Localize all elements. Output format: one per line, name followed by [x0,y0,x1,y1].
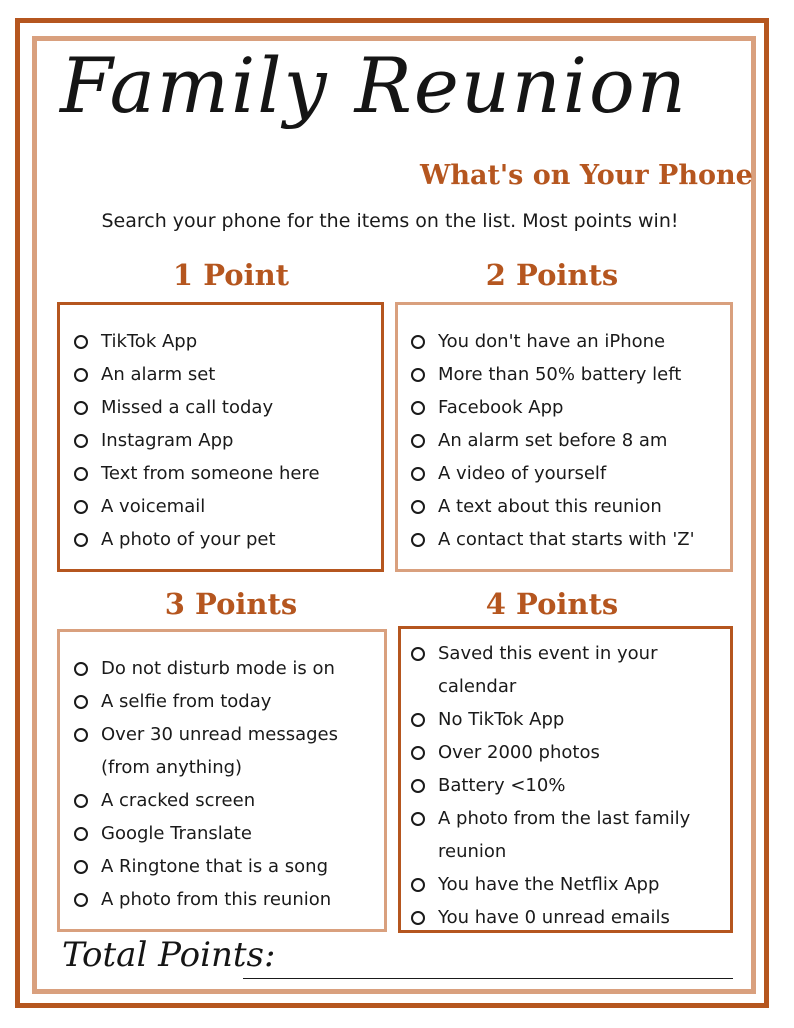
item-label: Battery <10% [438,775,566,796]
checkbox-circle-icon[interactable] [74,533,88,547]
item-label: You have 0 unread emails [438,907,670,928]
item-label: A photo of your pet [101,529,276,550]
section-box-2-points [395,302,733,572]
checklist-item[interactable] [411,358,720,391]
checkbox-circle-icon[interactable] [411,434,425,448]
item-label: You have the Netflix App [438,874,660,895]
checklist-item[interactable] [411,802,720,868]
checkbox-circle-icon[interactable] [74,662,88,676]
checklist-item[interactable] [411,523,720,556]
checklist-item[interactable] [74,850,374,883]
checklist-item[interactable] [74,523,371,556]
item-label: A selfie from today [101,691,272,712]
checklist-item[interactable] [74,424,371,457]
section-heading-1-point: 1 Point [172,258,290,292]
checkbox-circle-icon[interactable] [411,335,425,349]
checklist-item[interactable] [74,457,371,490]
checklist-item[interactable] [411,457,720,490]
checklist-item[interactable] [411,424,720,457]
section-box-4-points [398,626,733,933]
item-label: More than 50% battery left [438,364,682,385]
checklist-item[interactable] [411,637,720,703]
checkbox-circle-icon[interactable] [74,827,88,841]
checkbox-circle-icon[interactable] [411,878,425,892]
checkbox-circle-icon[interactable] [74,335,88,349]
item-label: Missed a call today [101,397,274,418]
checkbox-circle-icon[interactable] [411,467,425,481]
checklist-item[interactable] [411,901,720,934]
checkbox-circle-icon[interactable] [74,893,88,907]
checkbox-circle-icon[interactable] [74,434,88,448]
checkbox-circle-icon[interactable] [74,860,88,874]
checklist-item[interactable] [74,718,374,784]
checklist-item[interactable] [411,868,720,901]
checklist-item[interactable] [411,490,720,523]
checkbox-circle-icon[interactable] [411,368,425,382]
item-label: A video of yourself [438,463,607,484]
checklist-item[interactable] [411,325,720,358]
item-label: A text about this reunion [438,496,662,517]
checklist-item[interactable] [74,685,374,718]
checkbox-circle-icon[interactable] [411,812,425,826]
instructions-text: Search your phone for the items on the list. Most points win! [101,210,679,232]
item-label: An alarm set before 8 am [438,430,668,451]
checkbox-circle-icon[interactable] [74,728,88,742]
section-heading-3-points: 3 Points [164,587,298,621]
section-heading-2-points: 2 Points [485,258,619,292]
checklist-item[interactable] [74,817,374,850]
page-title: Family Reunion [60,41,688,130]
section-box-1-point [57,302,384,572]
checkbox-circle-icon[interactable] [74,368,88,382]
item-label: An alarm set [101,364,216,385]
item-label: A photo from the last family reunion [438,808,691,862]
checklist-item[interactable] [74,358,371,391]
checkbox-circle-icon[interactable] [411,746,425,760]
checkbox-circle-icon[interactable] [411,647,425,661]
item-label: No TikTok App [438,709,565,730]
item-label: You don't have an iPhone [438,331,666,352]
section-box-3-points [57,629,387,932]
checkbox-circle-icon[interactable] [74,401,88,415]
checkbox-circle-icon[interactable] [411,779,425,793]
checklist-item[interactable] [74,391,371,424]
checklist-item[interactable] [411,391,720,424]
checklist-item[interactable] [74,652,374,685]
item-label: Google Translate [101,823,252,844]
checklist-item[interactable] [411,769,720,802]
checkbox-circle-icon[interactable] [411,401,425,415]
page-subtitle: What's on Your Phone [420,160,753,191]
item-label: A cracked screen [101,790,256,811]
checkbox-circle-icon[interactable] [74,467,88,481]
item-label: Text from someone here [101,463,320,484]
checkbox-circle-icon[interactable] [411,500,425,514]
total-points-label: Total Points: [62,935,276,975]
checklist-item[interactable] [74,325,371,358]
total-points-write-line[interactable] [243,978,733,979]
checkbox-circle-icon[interactable] [74,695,88,709]
item-label: A contact that starts with 'Z' [438,529,695,550]
checklist-item[interactable] [74,883,374,916]
item-label: A photo from this reunion [101,889,332,910]
item-label: Facebook App [438,397,564,418]
item-label: Over 30 unread messages (from anything) [101,724,338,778]
checklist-item[interactable] [411,736,720,769]
item-label: A Ringtone that is a song [101,856,329,877]
section-heading-4-points: 4 Points [485,587,619,621]
checkbox-circle-icon[interactable] [74,500,88,514]
item-label: Over 2000 photos [438,742,600,763]
checkbox-circle-icon[interactable] [411,713,425,727]
checkbox-circle-icon[interactable] [74,794,88,808]
checklist-item[interactable] [411,703,720,736]
checkbox-circle-icon[interactable] [411,533,425,547]
item-label: TikTok App [101,331,198,352]
checklist-item[interactable] [74,784,374,817]
item-label: Do not disturb mode is on [101,658,335,679]
item-label: Saved this event in your calendar [438,643,658,697]
item-label: Instagram App [101,430,234,451]
item-label: A voicemail [101,496,206,517]
checklist-item[interactable] [74,490,371,523]
checkbox-circle-icon[interactable] [411,911,425,925]
